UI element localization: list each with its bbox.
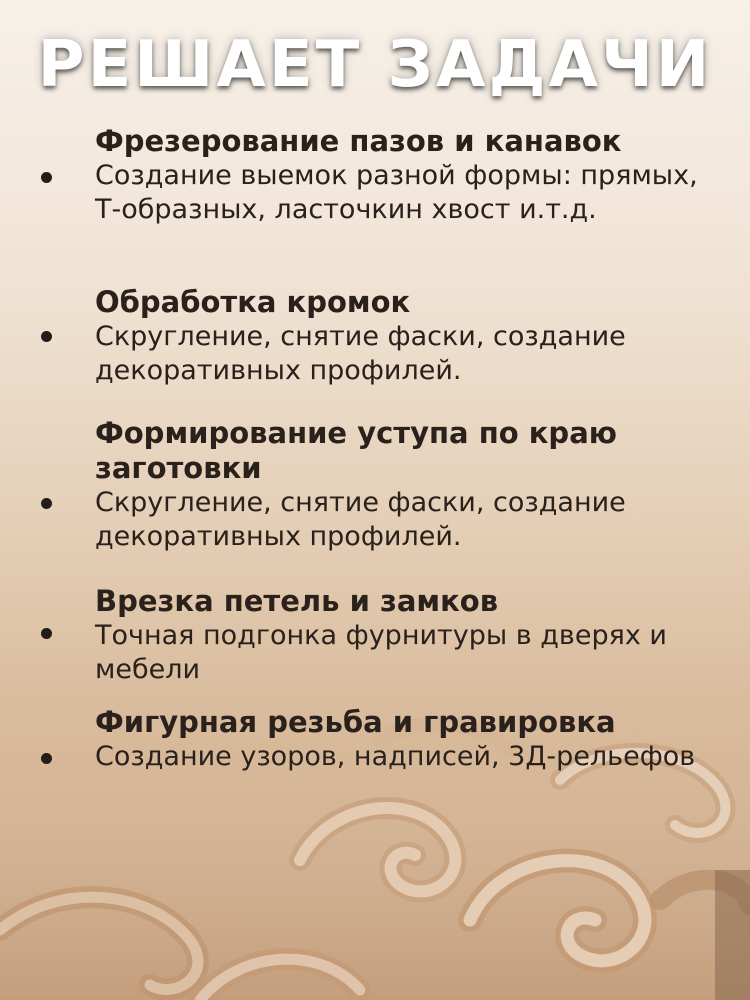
page-title: РЕШАЕТ ЗАДАЧИ <box>37 28 713 102</box>
item-description: Точная подгонка фурнитуры в дверях и мебели <box>95 620 667 685</box>
list-item-carving-engraving <box>95 705 725 774</box>
item-heading: Фигурная резьба и гравировка <box>95 705 616 739</box>
list-item-edge-processing <box>95 285 725 388</box>
item-description: Создание выемок разной формы: прямых, Т-образных, ласточкин хвост и.т.д. <box>95 160 698 225</box>
item-heading: Формирование уступа по краю заготовки <box>95 416 617 485</box>
bullet-dot <box>41 628 52 639</box>
bullet-dot <box>41 498 52 509</box>
item-description: Скругление, снятие фаски, создание декоративных профилей. <box>95 321 626 386</box>
item-heading: Обработка кромок <box>95 285 411 319</box>
list-item-edge-rebate <box>95 416 725 554</box>
list-item-milling-grooves <box>95 124 725 227</box>
item-heading: Фрезерование пазов и канавок <box>95 124 622 158</box>
bullet-dot <box>41 753 52 764</box>
item-heading: Врезка петель и замков <box>95 584 499 618</box>
bullet-dot <box>41 172 52 183</box>
item-description: Создание узоров, надписей, 3Д-рельефов <box>95 741 696 772</box>
bullet-dot <box>41 331 52 342</box>
list-item-hinges-locks <box>95 584 725 687</box>
item-description: Скругление, снятие фаски, создание декоративных профилей. <box>95 487 626 552</box>
